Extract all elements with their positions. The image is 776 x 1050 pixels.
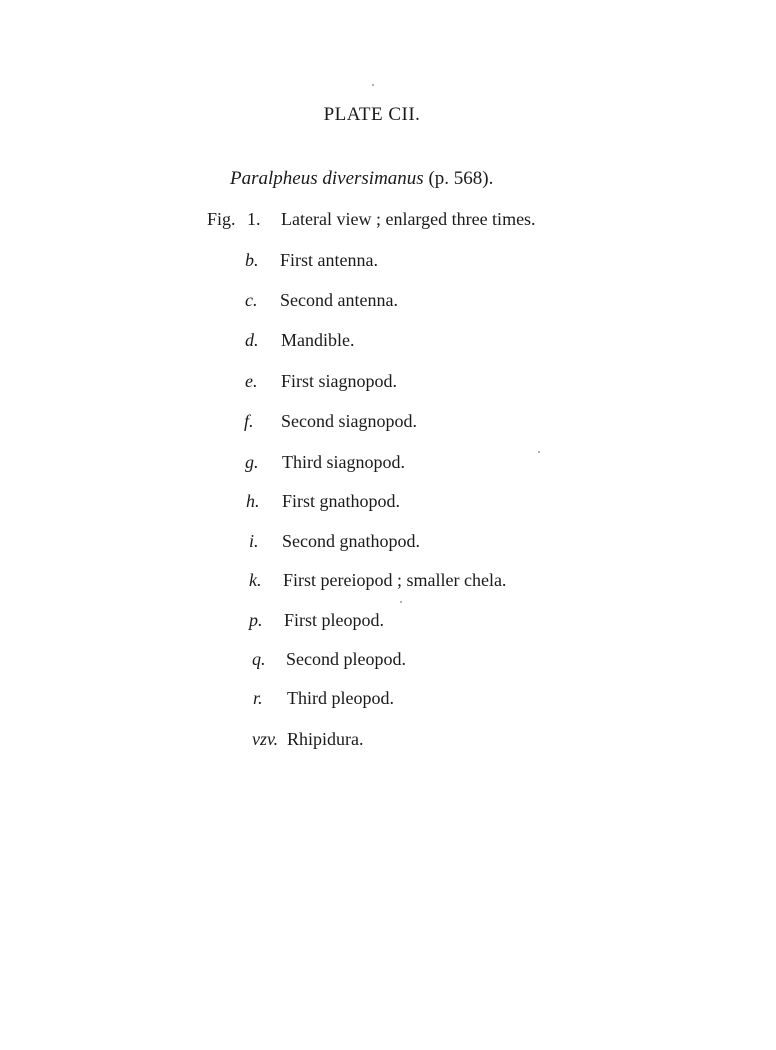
figure-description: Lateral view ; enlarged three times. [281, 209, 536, 229]
figure-description: First gnathopod. [282, 491, 401, 511]
figure-description: Third pleopod. [287, 688, 394, 708]
figure-label: i. [249, 531, 259, 551]
figure-label: p. [249, 610, 263, 630]
figure-description: First pereiopod ; smaller chela. [283, 570, 507, 590]
figure-label: r. [253, 688, 263, 708]
figure-label: 1. [247, 209, 261, 229]
paper-speck [372, 84, 374, 86]
figure-label: h. [246, 491, 260, 511]
figure-description: First siagnopod. [281, 371, 398, 391]
paper-speck [400, 601, 402, 603]
species-heading [230, 168, 493, 190]
figure-description: Second antenna. [280, 290, 398, 310]
figure-description: Second pleopod. [286, 649, 406, 669]
plate-title: PLATE CII. [323, 104, 421, 125]
figure-description: First antenna. [280, 250, 378, 270]
figure-label: f. [244, 411, 254, 431]
figure-description: Second siagnopod. [281, 411, 417, 431]
figure-prefix: Fig. [207, 209, 236, 229]
figure-description: Mandible. [281, 330, 355, 350]
paper-speck [538, 451, 540, 453]
species-name: Paralpheus diversimanus [230, 168, 424, 189]
figure-label: c. [245, 290, 258, 310]
figure-label: k. [249, 570, 262, 590]
figure-label: e. [245, 371, 258, 391]
figure-description: Third siagnopod. [282, 452, 405, 472]
figure-description: Rhipidura. [287, 729, 364, 749]
figure-description: Second gnathopod. [282, 531, 420, 551]
page-reference: (p. 568). [428, 168, 494, 189]
figure-description: First pleopod. [284, 610, 385, 630]
figure-label: q. [252, 649, 266, 669]
figure-label: b. [245, 250, 259, 270]
figure-label: g. [245, 452, 259, 472]
figure-label: vzv. [252, 729, 279, 749]
figure-label: d. [245, 330, 259, 350]
